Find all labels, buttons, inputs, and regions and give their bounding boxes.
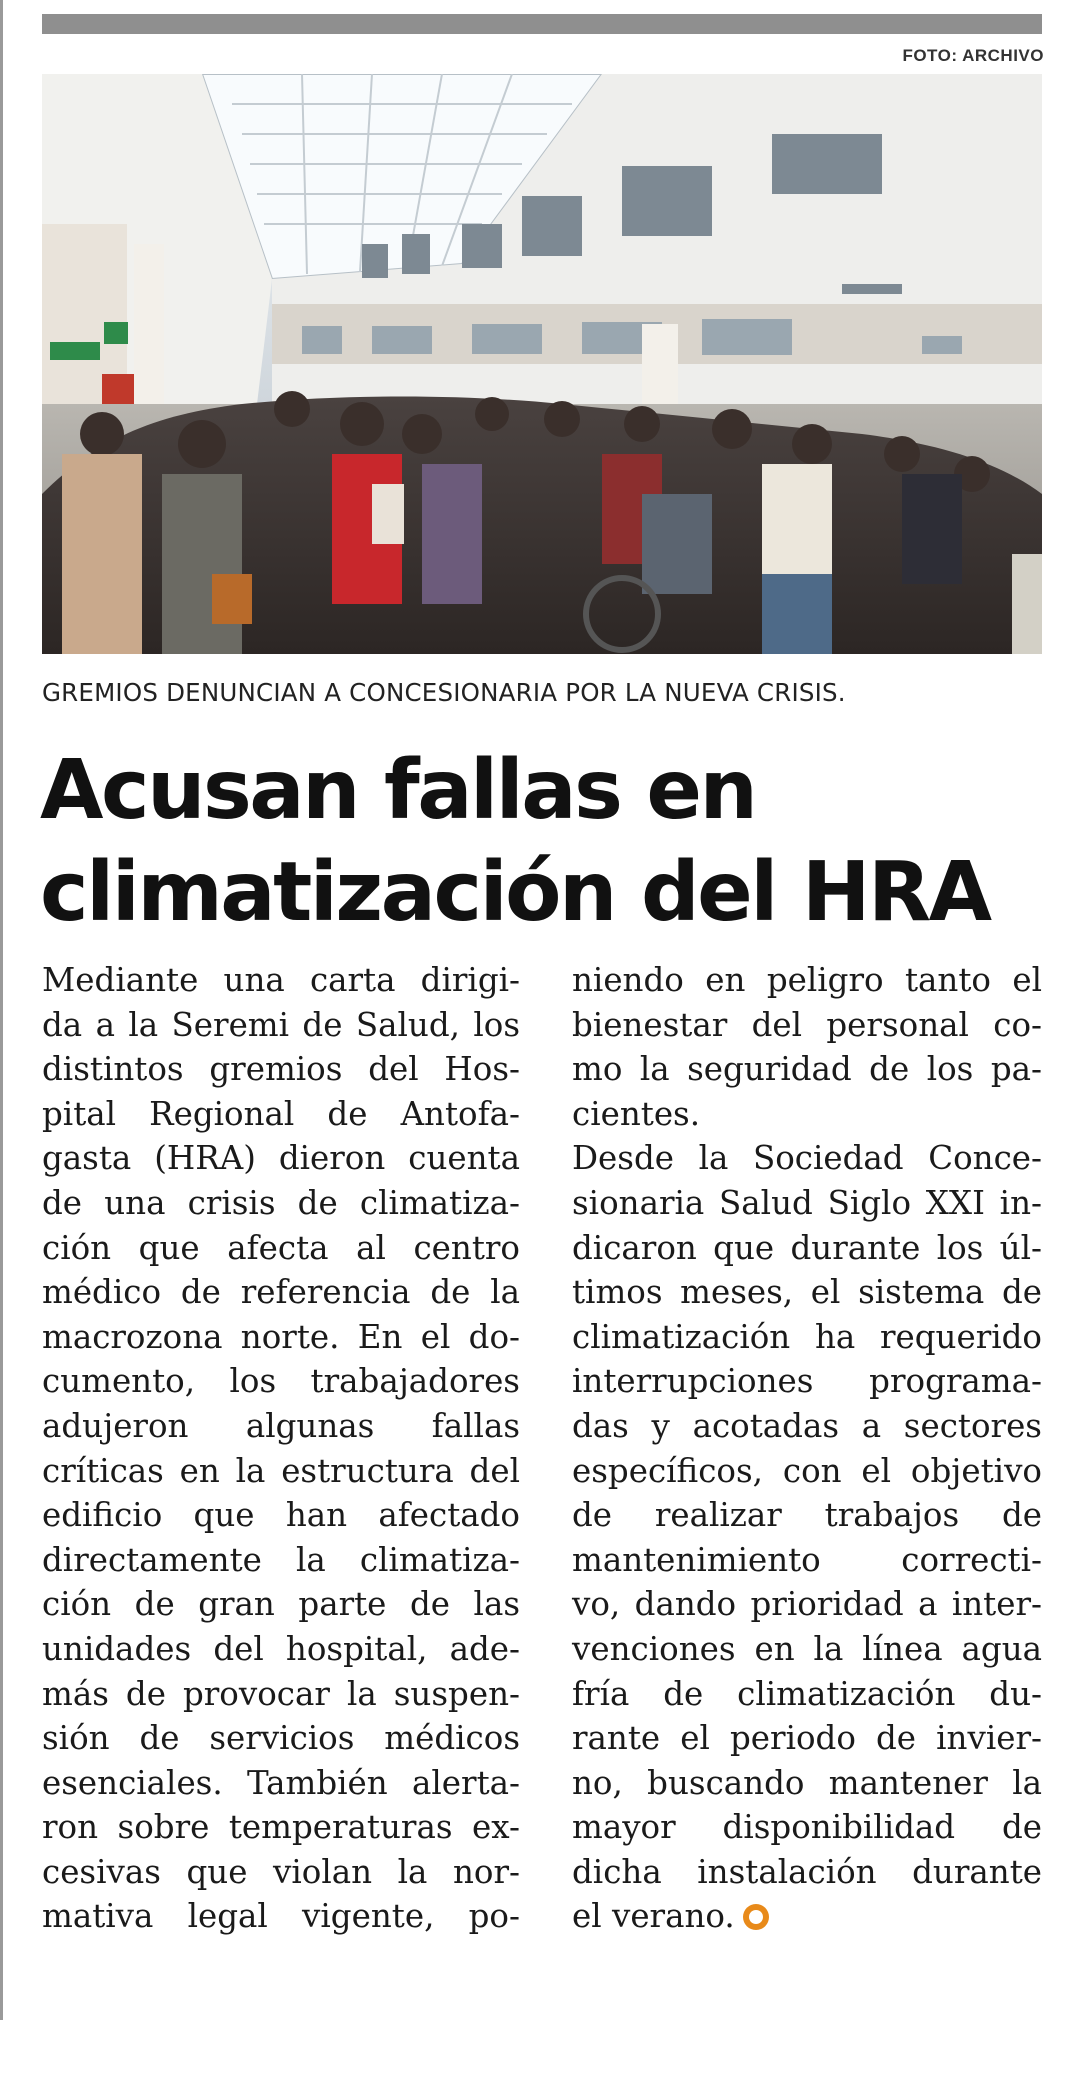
article-column-right <box>572 958 1042 1939</box>
body-line: sión de servicios médicos <box>42 1719 520 1758</box>
body-line: fría de climatización du- <box>572 1674 1042 1713</box>
body-line: ción de gran parte de las <box>42 1585 520 1624</box>
left-column-rule <box>0 0 3 2020</box>
body-line: de realizar trabajos de <box>572 1496 1042 1535</box>
body-line: directamente la climatiza- <box>42 1540 520 1579</box>
body-line: más de provocar la suspen- <box>42 1674 520 1713</box>
body-line: macrozona norte. En el do- <box>42 1317 520 1356</box>
body-line: mo la seguridad de los pa- <box>572 1050 1042 1089</box>
headline-line: climatización del HRA <box>40 845 990 940</box>
photo-credit: FOTO: ARCHIVO <box>902 46 1044 65</box>
body-line: cientes. <box>572 1094 701 1133</box>
body-line: dicaron que durante los úl- <box>572 1228 1042 1267</box>
body-line: ron sobre temperaturas ex- <box>42 1808 520 1847</box>
body-line: cumento, los trabajadores <box>42 1362 520 1401</box>
article-column-left <box>42 958 520 1939</box>
body-line: críticas en la estructura del <box>42 1451 520 1490</box>
end-of-article-icon <box>743 1904 769 1930</box>
body-line: pital Regional de Antofa- <box>42 1094 520 1133</box>
body-line: mayor disponibilidad de <box>572 1808 1042 1847</box>
body-line: ción que afecta al centro <box>42 1228 520 1267</box>
body-line: timos meses, el sistema de <box>572 1273 1042 1312</box>
body-line: distintos gremios del Hos- <box>42 1050 520 1089</box>
body-line: cesivas que violan la nor- <box>42 1852 520 1891</box>
body-line: bienestar del personal co- <box>572 1005 1042 1044</box>
body-line: esenciales. También alerta- <box>42 1763 520 1802</box>
body-line: das y acotadas a sectores <box>572 1406 1042 1445</box>
hospital-photo <box>42 74 1042 654</box>
body-line: venciones en la línea agua <box>572 1629 1042 1668</box>
body-line: médico de referencia de la <box>42 1273 520 1312</box>
body-line: unidades del hospital, ade- <box>42 1629 520 1668</box>
body-line: de una crisis de climatiza- <box>42 1183 520 1222</box>
body-line: edificio que han afectado <box>42 1496 520 1535</box>
body-line: interrupciones programa- <box>572 1362 1042 1401</box>
body-line: climatización ha requerido <box>572 1317 1042 1356</box>
body-line: sionaria Salud Siglo XXI in- <box>572 1183 1042 1222</box>
body-line: adujeron algunas fallas <box>42 1406 520 1445</box>
body-line: gasta (HRA) dieron cuenta <box>42 1139 520 1178</box>
body-line: vo, dando prioridad a inter- <box>572 1585 1042 1624</box>
photo-caption: GREMIOS DENUNCIAN A CONCESIONARIA POR LA NUEVA CRISIS. <box>42 678 846 707</box>
body-line: Mediante una carta dirigi- <box>42 961 520 999</box>
headline-line: Acusan fallas en <box>40 743 756 838</box>
body-line: mativa legal vigente, po- <box>42 1897 520 1936</box>
body-line: Desde la Sociedad Conce- <box>572 1139 1042 1178</box>
body-line: rante el periodo de invier- <box>572 1719 1042 1758</box>
body-line-text: el verano. <box>572 1897 735 1936</box>
body-line: niendo en peligro tanto el <box>572 961 1042 999</box>
article-headline <box>40 740 1050 944</box>
body-line: no, buscando mantener la <box>572 1763 1042 1802</box>
body-line: da a la Seremi de Salud, los <box>42 1005 520 1044</box>
body-line: mantenimiento correcti- <box>572 1540 1042 1579</box>
body-line: dicha instalación durante <box>572 1852 1042 1891</box>
body-line: específicos, con el objetivo <box>572 1451 1042 1490</box>
body-line-end <box>572 1894 1042 1939</box>
section-top-bar <box>42 14 1042 34</box>
